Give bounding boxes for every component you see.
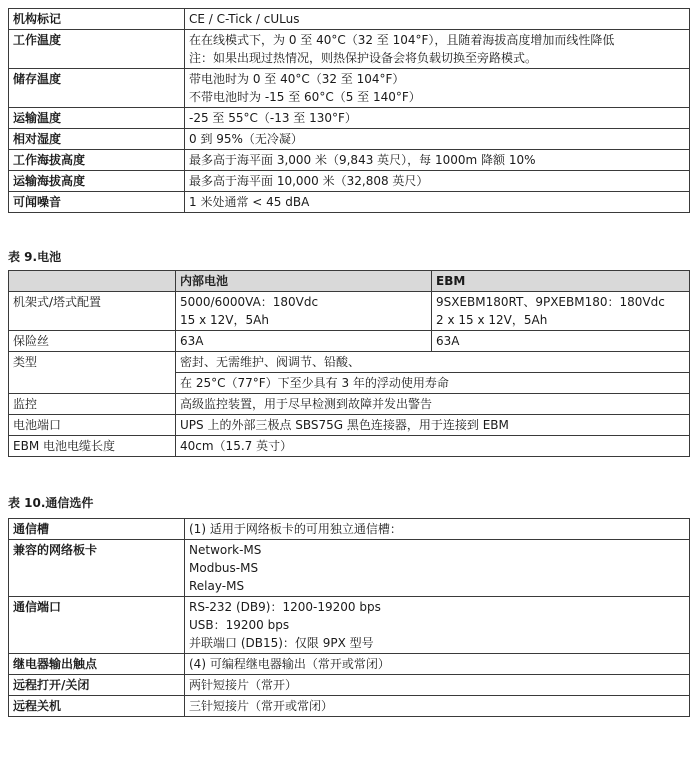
table-9-caption: 表 9.电池 [8, 250, 62, 264]
row-label: EBM 电池电缆长度 [9, 436, 176, 457]
table-row [9, 519, 690, 540]
row-value: 并联端口 (DB15)：仅限 9PX 型号 [189, 636, 374, 650]
row-value: Modbus-MS [189, 561, 259, 575]
header-ebm: EBM [432, 271, 690, 292]
row-value: -25 至 55°C（-13 至 130°F） [189, 111, 357, 125]
table-row [9, 540, 690, 597]
table-row [9, 129, 690, 150]
row-value: USB：19200 bps [189, 618, 290, 632]
row-value: 带电池时为 0 至 40°C（32 至 104°F） [189, 72, 405, 86]
row-value: 三针短接片（常开或常闭） [189, 699, 334, 713]
row-value: 15 x 12V，5Ah [180, 313, 269, 327]
table-row [9, 352, 690, 394]
row-value: CE / C-Tick / cULus [189, 12, 300, 26]
row-value: 0 到 95%（无冷凝） [189, 132, 303, 146]
battery-spec-table [8, 270, 690, 457]
row-value: Network-MS [189, 543, 262, 557]
row-value: 5000/6000VA：180Vdc [180, 295, 319, 309]
row-value: UPS 上的外部三极点 SBS75G 黑色连接器，用于连接到 EBM [176, 415, 690, 436]
row-label: 可闻噪音 [9, 192, 185, 213]
environment-spec-table [8, 8, 690, 213]
table-row [9, 292, 690, 331]
table-row [9, 696, 690, 717]
row-value: 63A [176, 331, 432, 352]
table-row [9, 436, 690, 457]
row-label: 通信槽 [9, 519, 185, 540]
row-value: 密封、无需维护、阀调节、铅酸、 [180, 355, 361, 369]
row-note: 注：如果出现过热情况，则热保护设备会将负载切换至旁路模式。 [189, 51, 538, 65]
row-value: 40cm（15.7 英寸） [176, 436, 690, 457]
table-row [9, 415, 690, 436]
row-label: 远程关机 [9, 696, 185, 717]
row-label: 监控 [9, 394, 176, 415]
row-label: 通信端口 [9, 597, 185, 654]
row-label: 机构标记 [9, 9, 185, 30]
table-row [9, 675, 690, 696]
row-value: 1 米处通常 < 45 dBA [189, 195, 310, 209]
row-label: 保险丝 [9, 331, 176, 352]
row-label: 继电器输出触点 [9, 654, 185, 675]
row-label: 储存温度 [9, 69, 185, 108]
table-row [9, 597, 690, 654]
table-row [9, 9, 690, 30]
row-value: 不带电池时为 -15 至 60°C（5 至 140°F） [189, 90, 421, 104]
table-row [9, 331, 690, 352]
table-10-caption: 表 10.通信选件 [8, 496, 94, 510]
row-value: RS-232 (DB9)：1200-19200 bps [189, 600, 381, 614]
row-label: 运输温度 [9, 108, 185, 129]
row-value: 最多高于海平面 10,000 米（32,808 英尺） [189, 174, 429, 188]
header-empty [9, 271, 176, 292]
row-label: 相对湿度 [9, 129, 185, 150]
table-row [9, 192, 690, 213]
row-label: 远程打开/关闭 [9, 675, 185, 696]
row-value: Relay-MS [189, 579, 245, 593]
row-value: (4) 可编程继电器输出（常开或常闭） [189, 657, 390, 671]
row-value: 在 25°C（77°F）下至少具有 3 年的浮动使用寿命 [176, 372, 689, 393]
row-value: 2 x 15 x 12V，5Ah [436, 313, 548, 327]
communication-spec-table [8, 518, 690, 717]
table-row [9, 150, 690, 171]
row-value: 63A [432, 331, 690, 352]
row-label: 机架式/塔式配置 [9, 292, 176, 331]
table-row [9, 30, 690, 69]
table-row [9, 654, 690, 675]
row-label: 工作温度 [9, 30, 185, 69]
row-value: (1) 适用于网络板卡的可用独立通信槽： [189, 522, 402, 536]
row-label: 运输海拔高度 [9, 171, 185, 192]
row-label: 工作海拔高度 [9, 150, 185, 171]
table-row [9, 108, 690, 129]
row-value: 两针短接片（常开） [189, 678, 298, 692]
header-internal-battery: 内部电池 [176, 271, 432, 292]
row-label: 类型 [9, 352, 176, 394]
row-label: 电池端口 [9, 415, 176, 436]
table-row [9, 394, 690, 415]
table-header-row [9, 271, 690, 292]
row-value: 高级监控装置，用于尽早检测到故障并发出警告 [176, 394, 690, 415]
row-value: 在在线模式下，为 0 至 40°C（32 至 104°F），且随着海拔高度增加而线性降低 [189, 33, 615, 47]
row-value: 9SXEBM180RT、9PXEBM180：180Vdc [436, 295, 665, 309]
table-row [9, 171, 690, 192]
row-label: 兼容的网络板卡 [9, 540, 185, 597]
table-row [9, 69, 690, 108]
row-value: 最多高于海平面 3,000 米（9,843 英尺），每 1000m 降额 10% [189, 153, 536, 167]
